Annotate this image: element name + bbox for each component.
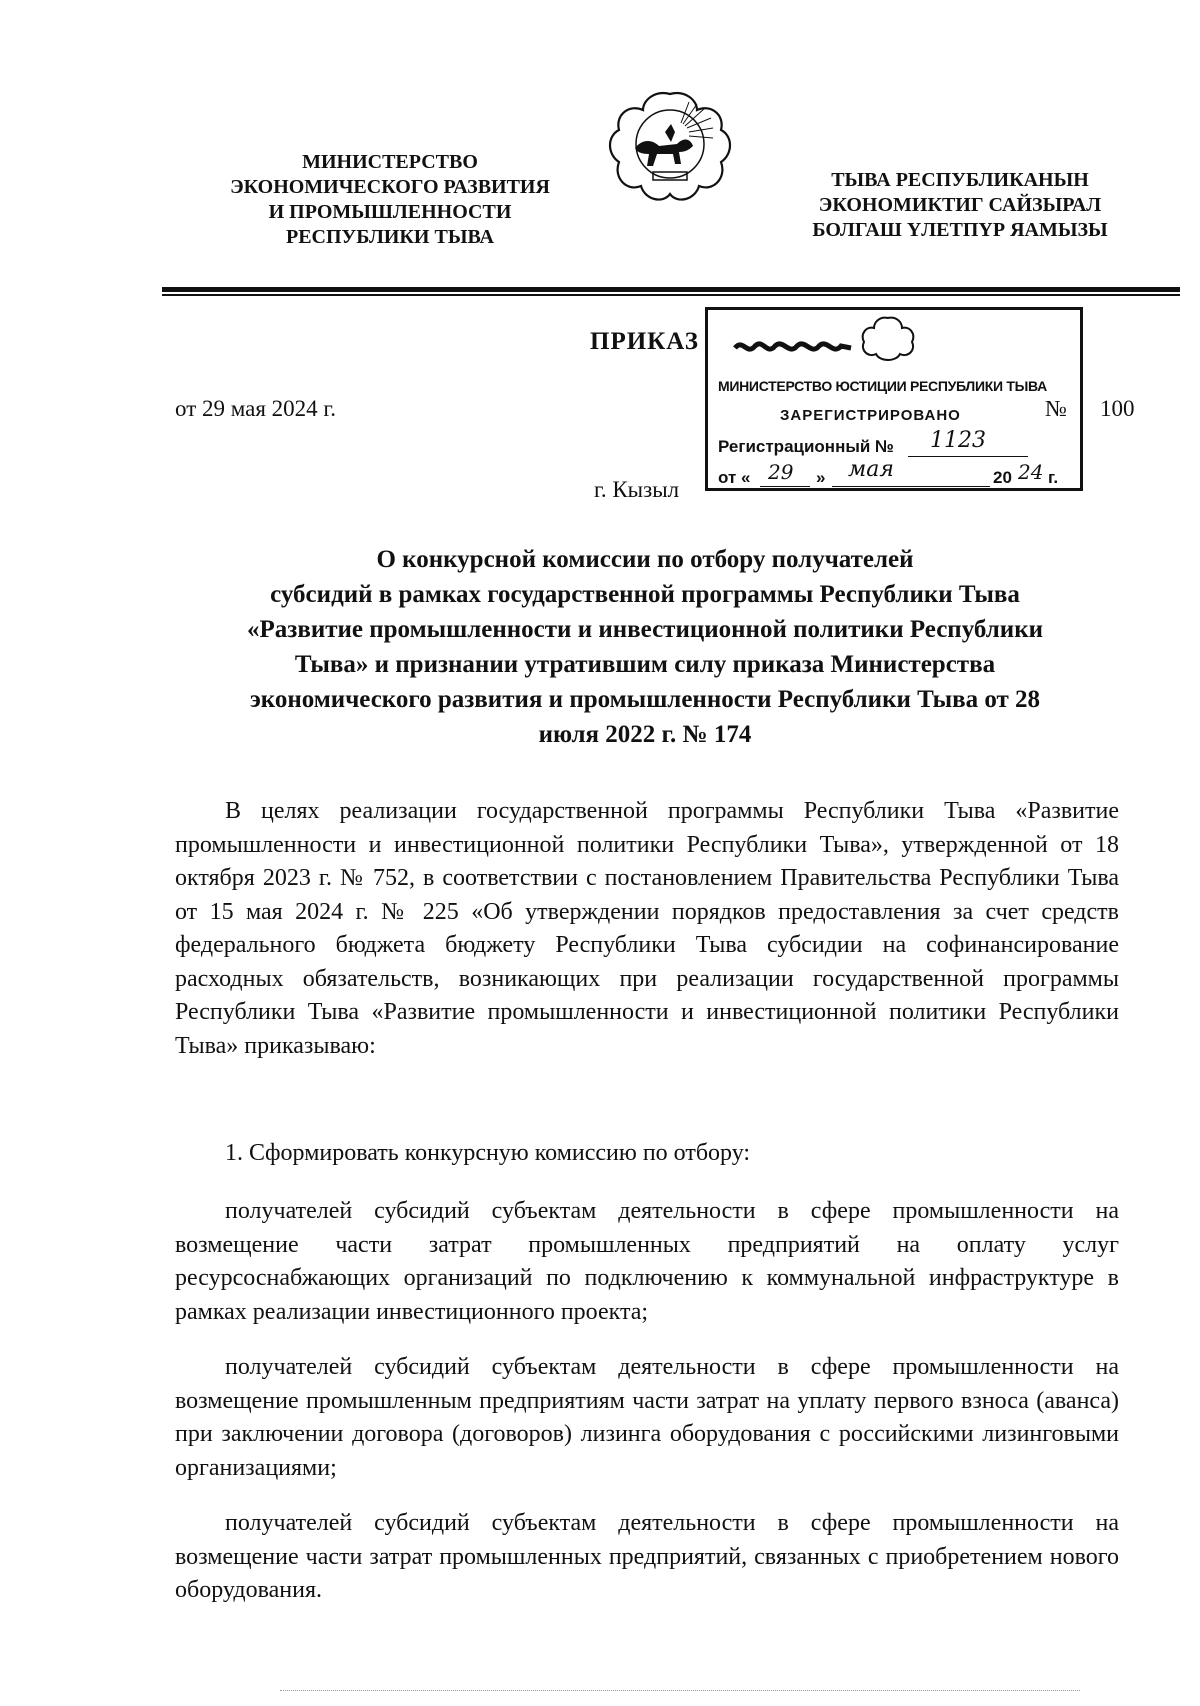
document-date: от 29 мая 2024 г. [175, 396, 337, 421]
ministry-name-russian [190, 150, 590, 250]
stamp-year-suffix: 24 [1018, 460, 1044, 484]
stamp-emblem-icon [858, 314, 918, 364]
document-type: ПРИКАЗ [590, 328, 699, 355]
stamp-reg-number: 1123 [930, 428, 986, 453]
document-title [180, 542, 1110, 752]
redacted-scribble-icon [733, 336, 853, 358]
ministry-line: РЕСПУБЛИКИ ТЫВА [286, 226, 494, 248]
header-divider-thick [162, 287, 1180, 292]
title-line: Тыва» и признании утратившим силу приказа Министерства [294, 651, 996, 678]
stamp-underline [908, 456, 1028, 457]
ministry-line: ЭКОНОМИКТИГ САЙЗЫРАЛ [818, 194, 1102, 216]
title-line: «Развитие промышленности и инвестиционной политики Республики [247, 616, 1043, 643]
ministry-line: ЭКОНОМИЧЕСКОГО РАЗВИТИЯ [230, 176, 550, 198]
subclause-leasing: получателей субсидий субъектам деятельности в сфере промышленности на возмещение промышленным предприятиям части затрат на уплату первого взноса (аванса) при заключении договора (договоров) лизинга оборудования с российскими лизинговыми организациями; [175, 1354, 1119, 1481]
ministry-line: БОЛГАШ ҮЛЕТПҮР ЯАМЫЗЫ [812, 219, 1108, 241]
stamp-year-prefix: 20 [993, 468, 1012, 487]
stamp-reg-label: Регистрационный № [718, 437, 894, 456]
number-sign: № [1045, 396, 1067, 421]
stamp-date-prefix: от « [718, 468, 751, 487]
document-city: г. Кызыл [594, 477, 680, 502]
subclause-utilities: получателей субсидий субъектам деятельности в сфере промышленности на возмещение части затрат промышленных предприятий на оплату услуг ресурсоснабжающих организаций по подключению к коммунальной инфраструктуре в рамках реализации инвестиционного проекта; [175, 1198, 1119, 1325]
tuva-emblem-icon [605, 88, 735, 206]
stamp-year-end: г. [1048, 468, 1059, 487]
title-line: О конкурсной комиссии по отбору получателей [376, 546, 914, 573]
title-line: экономического развития и промышленности Республики Тыва от 28 [249, 686, 1041, 713]
stamp-authority: МИНИСТЕРСТВО ЮСТИЦИИ РЕСПУБЛИКИ ТЫВА [718, 378, 1047, 394]
stamp-registered: ЗАРЕГИСТРИРОВАНО [780, 407, 961, 424]
stamp-day: 29 [768, 460, 794, 484]
stamp-quote-close: » [816, 468, 826, 487]
ministry-line: ТЫВА РЕСПУБЛИКАНЫН [831, 169, 1089, 191]
stamp-underline [832, 486, 990, 487]
ministry-line: И ПРОМЫШЛЕННОСТИ [268, 201, 512, 223]
clause-1: 1. Сформировать конкурсную комиссию по отбору: [225, 1140, 751, 1166]
stamp-underline [760, 486, 810, 487]
ministry-name-tuvan [790, 168, 1130, 243]
header-divider-thin [162, 294, 1180, 296]
page-bottom-artifact [280, 1690, 1080, 1692]
subclause-equipment: получателей субсидий субъектам деятельности в сфере промышленности на возмещение части затрат промышленных предприятий, связанных с приобретением нового оборудования. [175, 1510, 1119, 1603]
preamble-paragraph: В целях реализации государственной программы Республики Тыва «Развитие промышленности и инвестиционной политики Республики Тыва», утвержденной от 18 октября 2023 г. № 752, в соответствии с постановлением Правительства Республики Тыва от 15 мая 2024 г. № 225 «Об утверждении порядков предоставления за счет средств федерального бюджета бюджету Республики Тыва субсидии на софинансирование расходных обязательств, возникающих при реализации государственной программы Республики Тыва «Развитие промышленности и инвестиционной политики Республики Тыва» приказываю: [175, 798, 1119, 1059]
stamp-month: мая [848, 457, 894, 482]
title-line: субсидий в рамках государственной программы Республики Тыва [270, 581, 1020, 608]
registration-stamp [705, 307, 1083, 491]
title-line: июля 2022 г. № 174 [538, 721, 752, 748]
ministry-line: МИНИСТЕРСТВО [302, 151, 478, 173]
document-number: 100 [1100, 396, 1135, 421]
